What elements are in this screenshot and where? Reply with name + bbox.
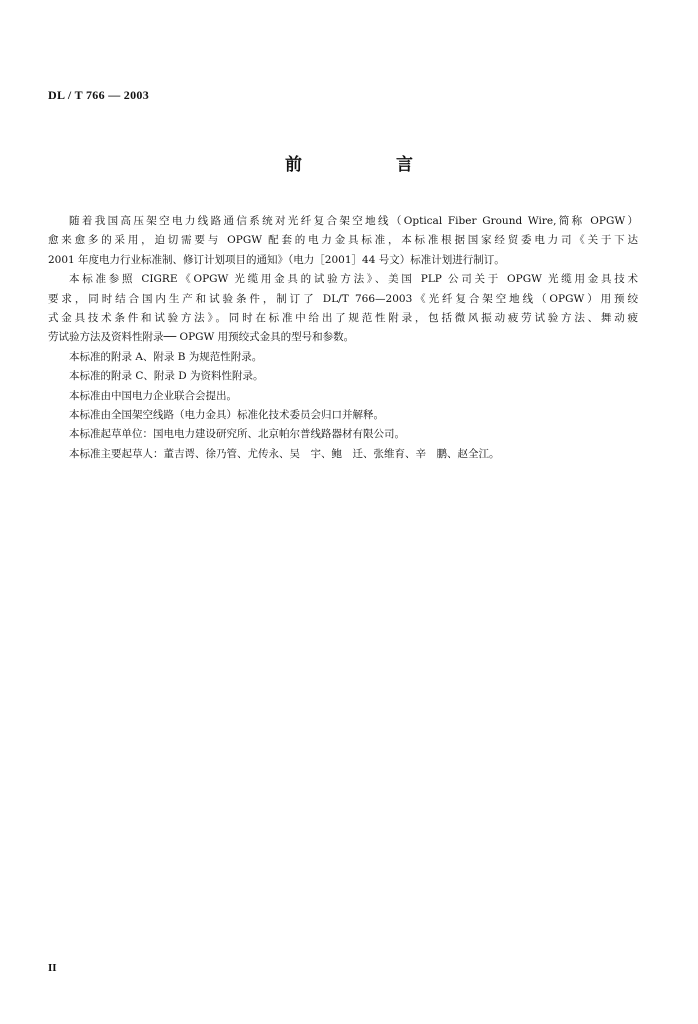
paragraph-references (48, 270, 638, 348)
text-line: 2001 年度电力行业标准制、修订计划项目的通知》（电力［2001］44 号文）标准计划进行制订。 (48, 253, 505, 266)
paragraph-drafting-units: 本标准起草单位：国电电力建设研究所、北京帕尔普线路器材有限公司。 (69, 428, 405, 441)
paragraph-normative-annex: 本标准的附录 A、附录 B 为规范性附录。 (69, 350, 263, 363)
paragraph-drafters: 本标准主要起草人：董吉谔、徐乃管、尤传永、吴 宇、鲍 迁、张维育、辛 鹏、赵全江。 (69, 447, 500, 460)
page-number: II (48, 962, 57, 974)
text-line: 劳试验方法及资料性附录── OPGW 用预绞式金具的型号和参数。 (48, 331, 355, 344)
text-line: 式金具技术条件和试验方法》。同时在标准中给出了规范性附录，包括微风振动疲劳试验方法、舞动疲 (48, 312, 638, 325)
text-line: 本标准参照 CIGRE《OPGW 光缆用金具的试验方法》、美国 PLP 公司关于 OPGW 光缆用金具技术 (69, 273, 638, 286)
page-title: 前 言 (285, 155, 457, 175)
text-line: 随着我国高压架空电力线路通信系统对光纤复合架空地线（Optical Fiber Ground Wire,简称 OPGW） (69, 215, 638, 227)
paragraph-proposer: 本标准由中国电力企业联合会提出。 (69, 389, 237, 402)
text-line: 要求，同时结合国内生产和试验条件，制订了 DL/T 766—2003《光纤复合架空地线（OPGW）用预绞 (48, 292, 638, 305)
paragraph-background (48, 212, 638, 270)
standard-code: DL / T 766 — 2003 (48, 88, 150, 102)
paragraph-responsible-committee: 本标准由全国架空线路（电力金具）标准化技术委员会归口并解释。 (69, 409, 384, 422)
text-line: 愈来愈多的采用，迫切需要与 OPGW 配套的电力金具标准，本标准根据国家经贸委电力司《关于下达 (48, 234, 638, 247)
paragraph-informative-annex: 本标准的附录 C、附录 D 为资料性附录。 (69, 370, 264, 383)
foreword-body (48, 212, 638, 464)
